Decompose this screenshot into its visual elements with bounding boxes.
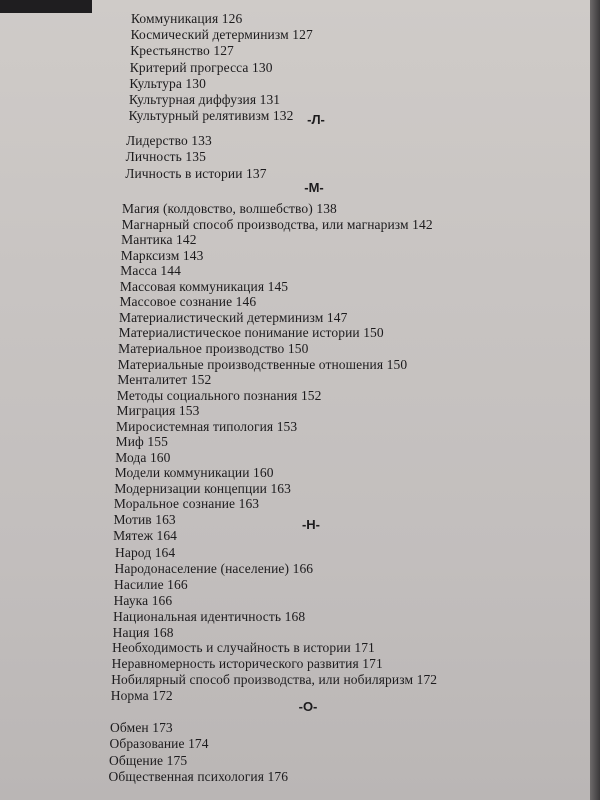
- index-entry: Магия (колдовство, волшебство) 138: [122, 201, 337, 216]
- index-entry: Образование 174: [109, 736, 209, 752]
- index-entry: Материалистический детерминизм 147: [119, 309, 348, 325]
- index-entry: Модели коммуникации 160: [114, 465, 274, 481]
- index-entry: Неравномерность исторического развития 171: [111, 656, 383, 672]
- index-entry: Миф 155: [115, 434, 168, 450]
- index-entry: Нобилярный способ производства, или нобиляризм 172: [111, 672, 438, 688]
- index-entry: Космический детерминизм 127: [130, 27, 313, 43]
- index-entry: Мантика 142: [121, 232, 197, 248]
- index-entry: Мятеж 164: [113, 527, 178, 543]
- index-entry: Национальная идентичность 168: [113, 608, 306, 624]
- index-entry: Необходимость и случайность в истории 171: [112, 640, 375, 656]
- index-entry: Наука 166: [113, 592, 173, 608]
- index-entry: Магнарный способ производства, или магнаризм 142: [121, 216, 433, 232]
- index-entry: Культурный релятивизм 132: [128, 108, 294, 124]
- index-entry: Миграция 153: [116, 403, 200, 419]
- page-corner-shadow: [0, 0, 92, 13]
- index-entry: Массовое сознание 146: [119, 294, 257, 310]
- index-entry: Моральное сознание 163: [113, 496, 260, 512]
- index-entry: Крестьянство 127: [130, 43, 234, 59]
- index-entry: Менталитет 152: [117, 372, 212, 388]
- index-entry: Обмен 173: [110, 720, 173, 735]
- index-entry: Общественная психология 176: [108, 768, 289, 784]
- index-entry: Насилие 166: [114, 576, 188, 592]
- section-letter-m: -М-: [304, 180, 324, 195]
- index-entry: Личность в истории 137: [125, 165, 267, 181]
- index-entry: Массовая коммуникация 145: [119, 278, 289, 294]
- page-edge-shadow: [590, 0, 600, 800]
- index-entry: Культура 130: [129, 75, 206, 91]
- index-entry: Народонаселение (население) 166: [114, 560, 314, 576]
- index-entry: Марксизм 143: [120, 247, 204, 263]
- index-entry: Мода 160: [115, 449, 171, 465]
- index-entry: Модернизации концепции 163: [114, 480, 291, 496]
- index-entry: Личность 135: [125, 149, 206, 165]
- index-entry: Масса 144: [120, 263, 181, 279]
- index-entry: Мотив 163: [113, 512, 176, 527]
- index-entry: Методы социального познания 152: [116, 387, 322, 403]
- section-letter-o: -О-: [298, 699, 318, 714]
- index-entry: Народ 164: [115, 545, 176, 560]
- index-entry: Общение 175: [109, 752, 188, 768]
- section-letter-n: -Н-: [301, 517, 321, 532]
- index-entry: Нация 168: [112, 624, 174, 640]
- index-entry: Культурная диффузия 131: [129, 92, 281, 107]
- index-entry: Критерий прогресса 130: [129, 59, 273, 75]
- index-entry: Лидерство 133: [126, 133, 212, 148]
- index-entry: Норма 172: [110, 688, 173, 704]
- index-entry: Коммуникация 126: [131, 11, 243, 26]
- index-entry: Миросистемная типология 153: [116, 418, 298, 434]
- index-entry: Материальное производство 150: [118, 340, 309, 356]
- index-entry: Материалистическое понимание истории 150: [118, 325, 384, 341]
- index-entry: Материальные производственные отношения 150: [117, 356, 408, 372]
- section-letter-l: -Л-: [307, 112, 325, 127]
